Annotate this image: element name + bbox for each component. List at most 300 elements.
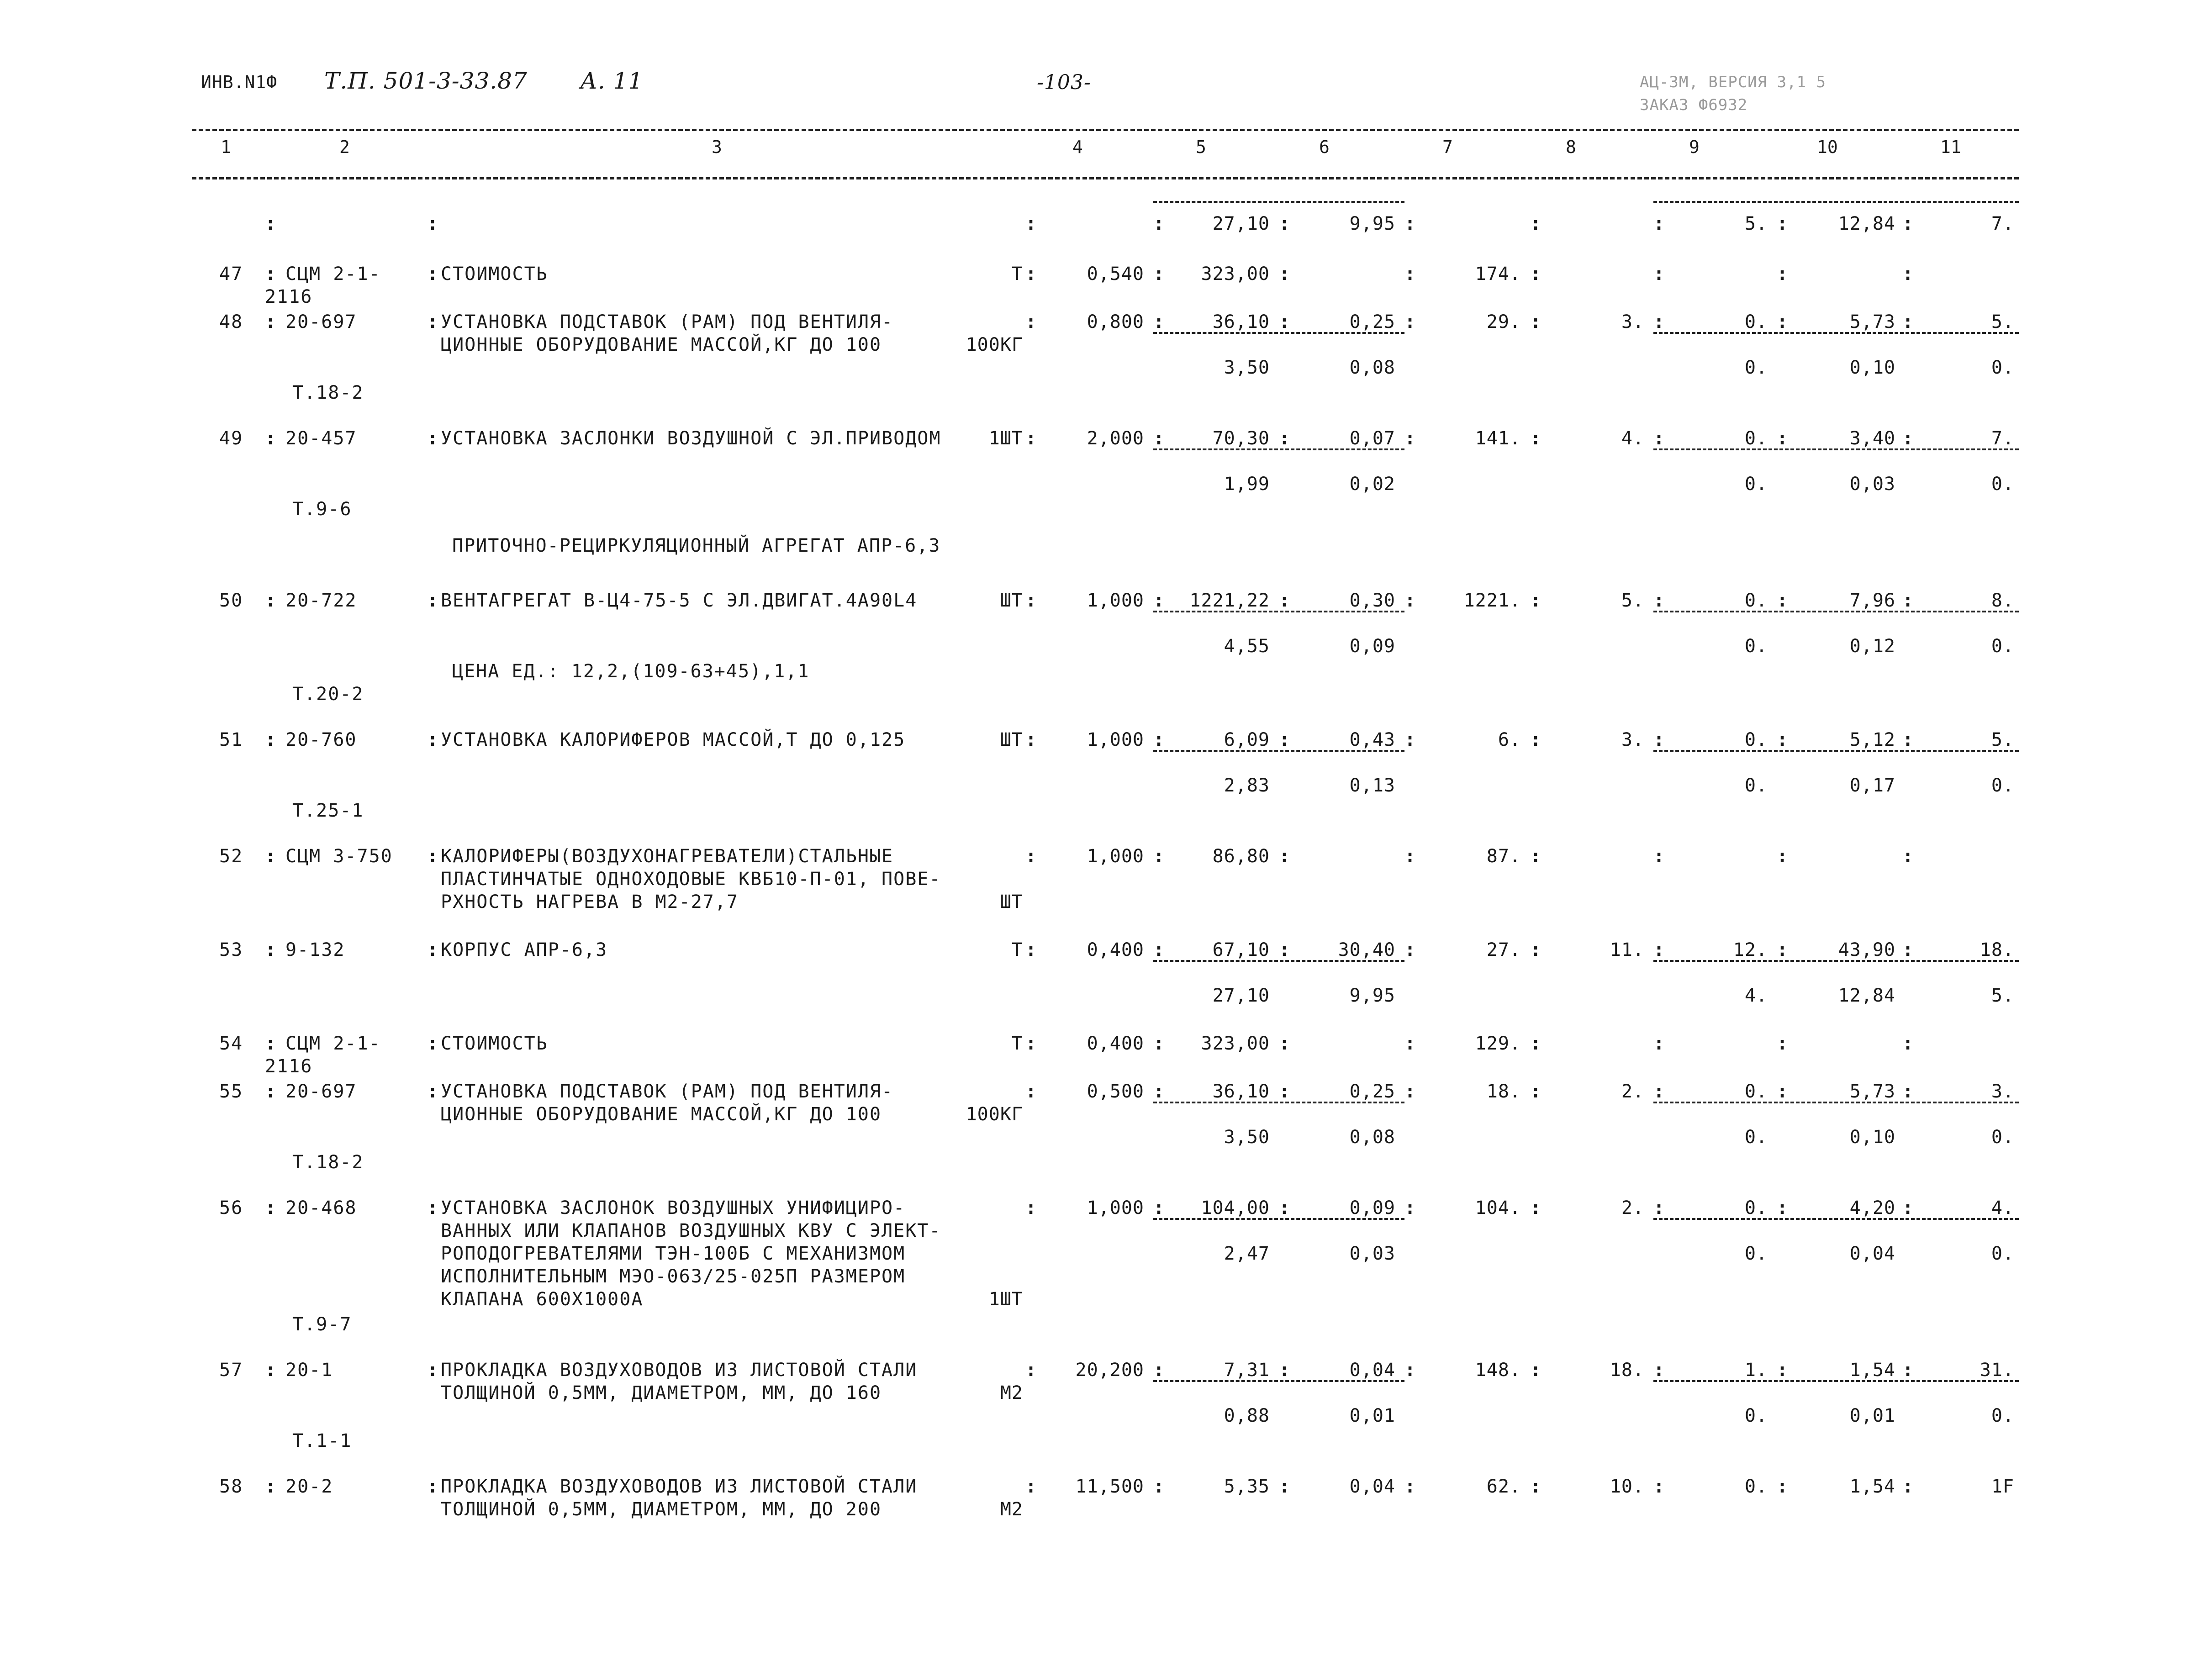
column-separator: : bbox=[1404, 264, 1416, 285]
cell-c10: 1,54 bbox=[1849, 1476, 1895, 1497]
cell-c8: 10. bbox=[1610, 1476, 1644, 1497]
unit-of-measure: 100КГ bbox=[966, 1104, 1023, 1125]
column-separator: : bbox=[1902, 213, 1914, 234]
page-number: -103- bbox=[1037, 71, 1091, 94]
cell-qty: 11,500 bbox=[1075, 1476, 1144, 1497]
cell-c6: 9,95 bbox=[1349, 985, 1395, 1006]
item-number: 49 bbox=[219, 428, 243, 449]
cell-c7: 1221. bbox=[1463, 590, 1521, 611]
column-separator: : bbox=[1777, 1081, 1788, 1102]
column-separator: : bbox=[265, 939, 276, 960]
cell-c9: 0. bbox=[1744, 1476, 1768, 1497]
cell-c10: 0,01 bbox=[1849, 1405, 1895, 1426]
column-separator: : bbox=[1025, 590, 1037, 611]
work-description: КЛАПАНА 600Х1000А bbox=[441, 1289, 644, 1310]
cell-c6: 0,01 bbox=[1349, 1405, 1395, 1426]
header-bottom-rule bbox=[192, 177, 2019, 179]
column-separator: : bbox=[1777, 1033, 1788, 1054]
cell-qty: 1,000 bbox=[1087, 729, 1144, 750]
work-description: УСТАНОВКА ЗАСЛОНОК ВОЗДУШНЫХ УНИФИЦИРО- bbox=[441, 1197, 906, 1218]
cell-qty: 1,000 bbox=[1087, 1197, 1144, 1218]
column-separator: : bbox=[1279, 846, 1290, 867]
column-separator: : bbox=[427, 264, 438, 285]
column-number: 4 bbox=[1072, 137, 1083, 157]
work-description: УСТАНОВКА КАЛОРИФЕРОВ МАССОЙ,Т ДО 0,125 bbox=[441, 729, 906, 750]
column-separator: : bbox=[1902, 1197, 1914, 1218]
cell-c8: 3. bbox=[1621, 729, 1644, 750]
cell-c10: 0,12 bbox=[1849, 636, 1895, 657]
cell-c6: 0,30 bbox=[1349, 590, 1395, 611]
column-separator: : bbox=[1530, 264, 1542, 285]
column-number: 2 bbox=[339, 137, 350, 157]
cell-c11: 0. bbox=[1991, 1243, 2014, 1264]
cell-c6: 0,43 bbox=[1349, 729, 1395, 750]
column-separator: : bbox=[427, 428, 438, 449]
item-number: 57 bbox=[219, 1360, 243, 1381]
work-description: ИСПОЛНИТЕЛЬНЫМ МЭО-063/25-025П РАЗМЕРОМ bbox=[441, 1266, 906, 1287]
unit-of-measure: М2 bbox=[1000, 1382, 1023, 1403]
column-separator: : bbox=[1653, 1197, 1665, 1218]
cell-c6: 0,08 bbox=[1349, 1127, 1395, 1148]
column-separator: : bbox=[1153, 1081, 1165, 1102]
column-separator: : bbox=[1404, 846, 1416, 867]
column-separator: : bbox=[1777, 729, 1788, 750]
column-separator: : bbox=[1530, 213, 1542, 234]
cell-c10: 0,17 bbox=[1849, 775, 1895, 796]
cell-c11: 4. bbox=[1991, 1197, 2014, 1218]
cell-c11: 7. bbox=[1991, 428, 2014, 449]
column-separator: : bbox=[1653, 1476, 1665, 1497]
rate-code: 20-1 bbox=[285, 1360, 333, 1381]
cell-c5: 1221,22 bbox=[1189, 590, 1270, 611]
cell-c5: 3,50 bbox=[1224, 357, 1270, 378]
rate-code: СЦМ 2-1- bbox=[285, 264, 381, 285]
column-separator: : bbox=[1530, 1197, 1542, 1218]
column-separator: : bbox=[1279, 264, 1290, 285]
cell-c8: 2. bbox=[1621, 1081, 1644, 1102]
column-separator: : bbox=[1025, 311, 1037, 332]
cell-c8: 5. bbox=[1621, 590, 1644, 611]
item-number: 51 bbox=[219, 729, 243, 750]
column-separator: : bbox=[1653, 213, 1665, 234]
cell-c9: 0. bbox=[1744, 428, 1768, 449]
work-description: СТОИМОСТЬ bbox=[441, 264, 548, 285]
column-separator: : bbox=[1404, 1360, 1416, 1381]
unit-price-note: ЦЕНА ЕД.: 12,2,(109-63+45),1,1 bbox=[452, 661, 810, 682]
column-separator: : bbox=[1902, 428, 1914, 449]
column-number: 5 bbox=[1196, 137, 1206, 157]
subtotal-divider bbox=[1153, 611, 1404, 612]
work-description: ПРОКЛАДКА ВОЗДУХОВОДОВ ИЗ ЛИСТОВОЙ СТАЛИ bbox=[441, 1476, 918, 1497]
column-separator: : bbox=[1530, 939, 1542, 960]
cell-c5: 104,00 bbox=[1201, 1197, 1270, 1218]
cell-c7: 62. bbox=[1486, 1476, 1521, 1497]
column-separator: : bbox=[1777, 264, 1788, 285]
column-separator: : bbox=[1653, 590, 1665, 611]
cell-c5: 323,00 bbox=[1201, 264, 1270, 285]
column-separator: : bbox=[1279, 1197, 1290, 1218]
cell-c6: 0,04 bbox=[1349, 1360, 1395, 1381]
column-separator: : bbox=[1902, 846, 1914, 867]
work-description: КОРПУС АПР-6,3 bbox=[441, 939, 608, 960]
column-separator: : bbox=[1902, 311, 1914, 332]
cell-c8: 18. bbox=[1610, 1360, 1644, 1381]
column-separator: : bbox=[265, 428, 276, 449]
norm-reference: Т.18-2 bbox=[292, 382, 364, 403]
column-separator: : bbox=[1530, 729, 1542, 750]
column-separator: : bbox=[1530, 1033, 1542, 1054]
column-number: 7 bbox=[1442, 137, 1453, 157]
column-separator: : bbox=[1530, 428, 1542, 449]
rate-code: 20-468 bbox=[285, 1197, 357, 1218]
rate-code-continued: 2116 bbox=[265, 286, 313, 307]
cell-c11: 1F bbox=[1991, 1476, 2014, 1497]
norm-reference: Т.9-6 bbox=[292, 499, 352, 520]
column-separator: : bbox=[1404, 1081, 1416, 1102]
cell-c7: 104. bbox=[1475, 1197, 1521, 1218]
column-separator: : bbox=[265, 729, 276, 750]
cell-c5: 27,10 bbox=[1212, 213, 1270, 234]
section-heading: ПРИТОЧНО-РЕЦИРКУЛЯЦИОННЫЙ АГРЕГАТ АПР-6,3 bbox=[452, 535, 941, 556]
item-number: 50 bbox=[219, 590, 243, 611]
norm-reference: Т.25-1 bbox=[292, 800, 364, 821]
column-separator: : bbox=[1653, 1360, 1665, 1381]
cell-c10: 3,40 bbox=[1849, 428, 1895, 449]
column-separator: : bbox=[1279, 939, 1290, 960]
column-separator: : bbox=[1025, 1360, 1037, 1381]
column-separator: : bbox=[427, 939, 438, 960]
cell-c11: 0. bbox=[1991, 1405, 2014, 1426]
cell-c9: 1. bbox=[1744, 1360, 1768, 1381]
column-separator: : bbox=[1777, 846, 1788, 867]
cell-c9: 0. bbox=[1744, 1243, 1768, 1264]
cell-c8: 2. bbox=[1621, 1197, 1644, 1218]
column-separator: : bbox=[1279, 1360, 1290, 1381]
cell-c10: 1,54 bbox=[1849, 1360, 1895, 1381]
cell-c5: 2,83 bbox=[1224, 775, 1270, 796]
work-description: ТОЛЩИНОЙ 0,5ММ, ДИАМЕТРОМ, ММ, ДО 160 bbox=[441, 1382, 882, 1403]
column-separator: : bbox=[1025, 428, 1037, 449]
column-separator: : bbox=[1025, 846, 1037, 867]
order-number: ЗАКАЗ Ф6932 bbox=[1640, 96, 1748, 114]
column-separator: : bbox=[1777, 213, 1788, 234]
column-separator: : bbox=[1653, 1033, 1665, 1054]
column-number: 1 bbox=[221, 137, 231, 157]
work-description: ЦИОННЫЕ ОБОРУДОВАНИЕ МАССОЙ,КГ ДО 100 bbox=[441, 1104, 882, 1125]
cell-c11: 7. bbox=[1991, 213, 2014, 234]
cell-c6: 0,03 bbox=[1349, 1243, 1395, 1264]
subtotal-divider bbox=[1653, 1102, 2019, 1103]
cell-c7: 27. bbox=[1486, 939, 1521, 960]
cell-qty: 0,500 bbox=[1087, 1081, 1144, 1102]
cell-c6: 0,09 bbox=[1349, 636, 1395, 657]
cell-c5: 36,10 bbox=[1212, 311, 1270, 332]
column-separator: : bbox=[1777, 939, 1788, 960]
rate-code: 20-760 bbox=[285, 729, 357, 750]
column-separator: : bbox=[1777, 428, 1788, 449]
column-separator: : bbox=[427, 213, 438, 234]
rate-code: 9-132 bbox=[285, 939, 345, 960]
cell-c11: 18. bbox=[1980, 939, 2014, 960]
column-number: 9 bbox=[1689, 137, 1700, 157]
cell-c6: 0,25 bbox=[1349, 1081, 1395, 1102]
column-separator: : bbox=[1530, 1476, 1542, 1497]
norm-reference: Т.1-1 bbox=[292, 1430, 352, 1451]
cell-c10: 5,73 bbox=[1849, 311, 1895, 332]
column-separator: : bbox=[1653, 428, 1665, 449]
cell-c11: 5. bbox=[1991, 985, 2014, 1006]
column-separator: : bbox=[1153, 729, 1165, 750]
column-separator: : bbox=[1153, 1476, 1165, 1497]
column-separator: : bbox=[1025, 1033, 1037, 1054]
work-description: РХНОСТЬ НАГРЕВА В М2-27,7 bbox=[441, 891, 739, 912]
cell-c11: 3. bbox=[1991, 1081, 2014, 1102]
cell-c10: 0,04 bbox=[1849, 1243, 1895, 1264]
column-number: 6 bbox=[1319, 137, 1330, 157]
cell-c9: 0. bbox=[1744, 474, 1768, 495]
norm-reference: Т.20-2 bbox=[292, 684, 364, 705]
column-separator: : bbox=[1279, 1476, 1290, 1497]
cell-c11: 0. bbox=[1991, 474, 2014, 495]
column-separator: : bbox=[1777, 1360, 1788, 1381]
column-separator: : bbox=[1279, 213, 1290, 234]
column-separator: : bbox=[265, 846, 276, 867]
cell-c5: 70,30 bbox=[1212, 428, 1270, 449]
item-number: 48 bbox=[219, 311, 243, 332]
column-separator: : bbox=[1025, 1476, 1037, 1497]
column-separator: : bbox=[1902, 590, 1914, 611]
unit-of-measure: Т bbox=[1011, 264, 1023, 285]
item-number: 55 bbox=[219, 1081, 243, 1102]
column-separator: : bbox=[265, 590, 276, 611]
column-separator: : bbox=[1153, 213, 1165, 234]
column-number: 8 bbox=[1566, 137, 1576, 157]
item-number: 47 bbox=[219, 264, 243, 285]
cell-c10: 0,10 bbox=[1849, 357, 1895, 378]
work-description: УСТАНОВКА ЗАСЛОНКИ ВОЗДУШНОЙ С ЭЛ.ПРИВОДОМ bbox=[441, 428, 941, 449]
column-separator: : bbox=[1902, 1033, 1914, 1054]
cell-c7: 29. bbox=[1486, 311, 1521, 332]
column-separator: : bbox=[1025, 729, 1037, 750]
column-separator: : bbox=[1153, 1033, 1165, 1054]
subtotal-divider bbox=[1653, 960, 2019, 962]
cell-c6: 0,02 bbox=[1349, 474, 1395, 495]
cell-c6: 9,95 bbox=[1349, 213, 1395, 234]
cell-c5: 0,88 bbox=[1224, 1405, 1270, 1426]
cell-c5: 4,55 bbox=[1224, 636, 1270, 657]
column-separator: : bbox=[1902, 1360, 1914, 1381]
unit-of-measure: Т bbox=[1011, 1033, 1023, 1054]
cell-c7: 18. bbox=[1486, 1081, 1521, 1102]
cell-c5: 3,50 bbox=[1224, 1127, 1270, 1148]
cell-qty: 20,200 bbox=[1075, 1360, 1144, 1381]
program-version: АЦ-3М, ВЕРСИЯ 3,1 5 bbox=[1640, 73, 1826, 91]
cell-c10: 12,84 bbox=[1838, 213, 1895, 234]
column-separator: : bbox=[1777, 590, 1788, 611]
column-number: 3 bbox=[712, 137, 722, 157]
cell-c7: 174. bbox=[1475, 264, 1521, 285]
column-separator: : bbox=[265, 1476, 276, 1497]
cell-c5: 6,09 bbox=[1224, 729, 1270, 750]
column-separator: : bbox=[1404, 1197, 1416, 1218]
subtotal-divider bbox=[1153, 448, 1404, 450]
column-separator: : bbox=[1279, 428, 1290, 449]
cell-c10: 0,10 bbox=[1849, 1127, 1895, 1148]
unit-of-measure: 1ШТ bbox=[988, 1289, 1023, 1310]
column-separator: : bbox=[1404, 939, 1416, 960]
column-separator: : bbox=[1025, 264, 1037, 285]
subtotal-divider bbox=[1653, 750, 2019, 752]
cell-c9: 0. bbox=[1744, 1197, 1768, 1218]
work-description: РОПОДОГРЕВАТЕЛЯМИ ТЭН-100Б С МЕХАНИЗМОМ bbox=[441, 1243, 906, 1264]
subtotal-divider bbox=[1153, 750, 1404, 752]
column-separator: : bbox=[1530, 1360, 1542, 1381]
column-separator: : bbox=[1025, 213, 1037, 234]
cell-c9: 0. bbox=[1744, 1127, 1768, 1148]
work-description: КАЛОРИФЕРЫ(ВОЗДУХОНАГРЕВАТЕЛИ)СТАЛЬНЫЕ bbox=[441, 846, 894, 867]
work-description: ЦИОННЫЕ ОБОРУДОВАНИЕ МАССОЙ,КГ ДО 100 bbox=[441, 334, 882, 355]
column-separator: : bbox=[1902, 264, 1914, 285]
cell-c6: 0,08 bbox=[1349, 357, 1395, 378]
column-separator: : bbox=[1279, 1033, 1290, 1054]
cell-c10: 12,84 bbox=[1838, 985, 1895, 1006]
cell-c8: 4. bbox=[1621, 428, 1644, 449]
column-separator: : bbox=[427, 846, 438, 867]
unit-of-measure: ШТ bbox=[1000, 729, 1023, 750]
work-description: УСТАНОВКА ПОДСТАВОК (РАМ) ПОД ВЕНТИЛЯ- bbox=[441, 1081, 894, 1102]
cell-c11: 0. bbox=[1991, 636, 2014, 657]
inventory-label: ИНВ.N1Ф bbox=[201, 72, 278, 92]
column-separator: : bbox=[1404, 1033, 1416, 1054]
work-description: СТОИМОСТЬ bbox=[441, 1033, 548, 1054]
subtotal-divider bbox=[1653, 201, 2019, 203]
cell-qty: 1,000 bbox=[1087, 846, 1144, 867]
column-separator: : bbox=[427, 1197, 438, 1218]
rate-code: 20-697 bbox=[285, 1081, 357, 1102]
column-separator: : bbox=[1653, 729, 1665, 750]
cell-qty: 0,400 bbox=[1087, 939, 1144, 960]
cell-c9: 5. bbox=[1744, 213, 1768, 234]
unit-of-measure: 1ШТ bbox=[988, 428, 1023, 449]
column-separator: : bbox=[1530, 1081, 1542, 1102]
column-separator: : bbox=[1653, 846, 1665, 867]
cell-c11: 31. bbox=[1980, 1360, 2014, 1381]
cell-qty: 0,540 bbox=[1087, 264, 1144, 285]
cell-c10: 43,90 bbox=[1838, 939, 1895, 960]
cell-c10: 5,12 bbox=[1849, 729, 1895, 750]
subtotal-divider bbox=[1153, 201, 1404, 203]
cell-c9: 0. bbox=[1744, 590, 1768, 611]
item-number: 56 bbox=[219, 1197, 243, 1218]
cell-c9: 0. bbox=[1744, 636, 1768, 657]
cell-c7: 129. bbox=[1475, 1033, 1521, 1054]
cell-c11: 5. bbox=[1991, 729, 2014, 750]
album-number: А. 11 bbox=[580, 68, 644, 94]
cell-c11: 0. bbox=[1991, 357, 2014, 378]
cell-c9: 4. bbox=[1744, 985, 1768, 1006]
column-separator: : bbox=[1025, 1081, 1037, 1102]
subtotal-divider bbox=[1653, 332, 2019, 334]
cell-c6: 0,25 bbox=[1349, 311, 1395, 332]
column-separator: : bbox=[1279, 729, 1290, 750]
work-description: ВЕНТАГРЕГАТ В-Ц4-75-5 С ЭЛ.ДВИГАТ.4А90L4 bbox=[441, 590, 918, 611]
column-separator: : bbox=[1777, 311, 1788, 332]
work-description: ТОЛЩИНОЙ 0,5ММ, ДИАМЕТРОМ, ММ, ДО 200 bbox=[441, 1499, 882, 1520]
column-separator: : bbox=[1153, 1197, 1165, 1218]
cell-c7: 87. bbox=[1486, 846, 1521, 867]
cell-c5: 2,47 bbox=[1224, 1243, 1270, 1264]
column-separator: : bbox=[427, 311, 438, 332]
subtotal-divider bbox=[1153, 1102, 1404, 1103]
column-separator: : bbox=[1777, 1476, 1788, 1497]
column-number: 11 bbox=[1940, 137, 1961, 157]
cell-c6: 0,13 bbox=[1349, 775, 1395, 796]
column-separator: : bbox=[265, 264, 276, 285]
column-separator: : bbox=[1279, 1081, 1290, 1102]
column-separator: : bbox=[1902, 1476, 1914, 1497]
cell-c5: 1,99 bbox=[1224, 474, 1270, 495]
column-separator: : bbox=[1404, 213, 1416, 234]
rate-code: СЦМ 2-1- bbox=[285, 1033, 381, 1054]
cell-c7: 6. bbox=[1498, 729, 1521, 750]
column-separator: : bbox=[265, 1360, 276, 1381]
column-separator: : bbox=[1025, 939, 1037, 960]
column-separator: : bbox=[427, 590, 438, 611]
column-separator: : bbox=[1530, 311, 1542, 332]
column-separator: : bbox=[1279, 590, 1290, 611]
rate-code-continued: 2116 bbox=[265, 1056, 313, 1077]
cell-c9: 0. bbox=[1744, 1405, 1768, 1426]
unit-of-measure: ШТ bbox=[1000, 891, 1023, 912]
column-separator: : bbox=[1153, 1360, 1165, 1381]
work-description: ПРОКЛАДКА ВОЗДУХОВОДОВ ИЗ ЛИСТОВОЙ СТАЛИ bbox=[441, 1360, 918, 1381]
cell-c9: 0. bbox=[1744, 357, 1768, 378]
subtotal-divider bbox=[1653, 1380, 2019, 1382]
column-separator: : bbox=[1404, 590, 1416, 611]
column-separator: : bbox=[427, 1360, 438, 1381]
column-separator: : bbox=[1153, 428, 1165, 449]
column-separator: : bbox=[1279, 311, 1290, 332]
unit-of-measure: Т bbox=[1011, 939, 1023, 960]
item-number: 52 bbox=[219, 846, 243, 867]
cell-c6: 0,04 bbox=[1349, 1476, 1395, 1497]
subtotal-divider bbox=[1653, 611, 2019, 612]
column-separator: : bbox=[1153, 264, 1165, 285]
column-separator: : bbox=[1404, 729, 1416, 750]
column-number: 10 bbox=[1817, 137, 1838, 157]
cell-c9: 0. bbox=[1744, 311, 1768, 332]
subtotal-divider bbox=[1653, 1218, 2019, 1220]
cell-c11: 8. bbox=[1991, 590, 2014, 611]
cell-c5: 36,10 bbox=[1212, 1081, 1270, 1102]
column-separator: : bbox=[1404, 428, 1416, 449]
subtotal-divider bbox=[1153, 1380, 1404, 1382]
column-separator: : bbox=[1530, 590, 1542, 611]
cell-c8: 11. bbox=[1610, 939, 1644, 960]
column-separator: : bbox=[1902, 729, 1914, 750]
item-number: 54 bbox=[219, 1033, 243, 1054]
column-separator: : bbox=[1153, 846, 1165, 867]
header-top-rule bbox=[192, 129, 2019, 131]
column-separator: : bbox=[1653, 939, 1665, 960]
cell-c7: 141. bbox=[1475, 428, 1521, 449]
cell-qty: 2,000 bbox=[1087, 428, 1144, 449]
cell-qty: 0,800 bbox=[1087, 311, 1144, 332]
column-separator: : bbox=[1530, 846, 1542, 867]
rate-code: 20-457 bbox=[285, 428, 357, 449]
cell-c9: 0. bbox=[1744, 1081, 1768, 1102]
cell-c6: 0,07 bbox=[1349, 428, 1395, 449]
